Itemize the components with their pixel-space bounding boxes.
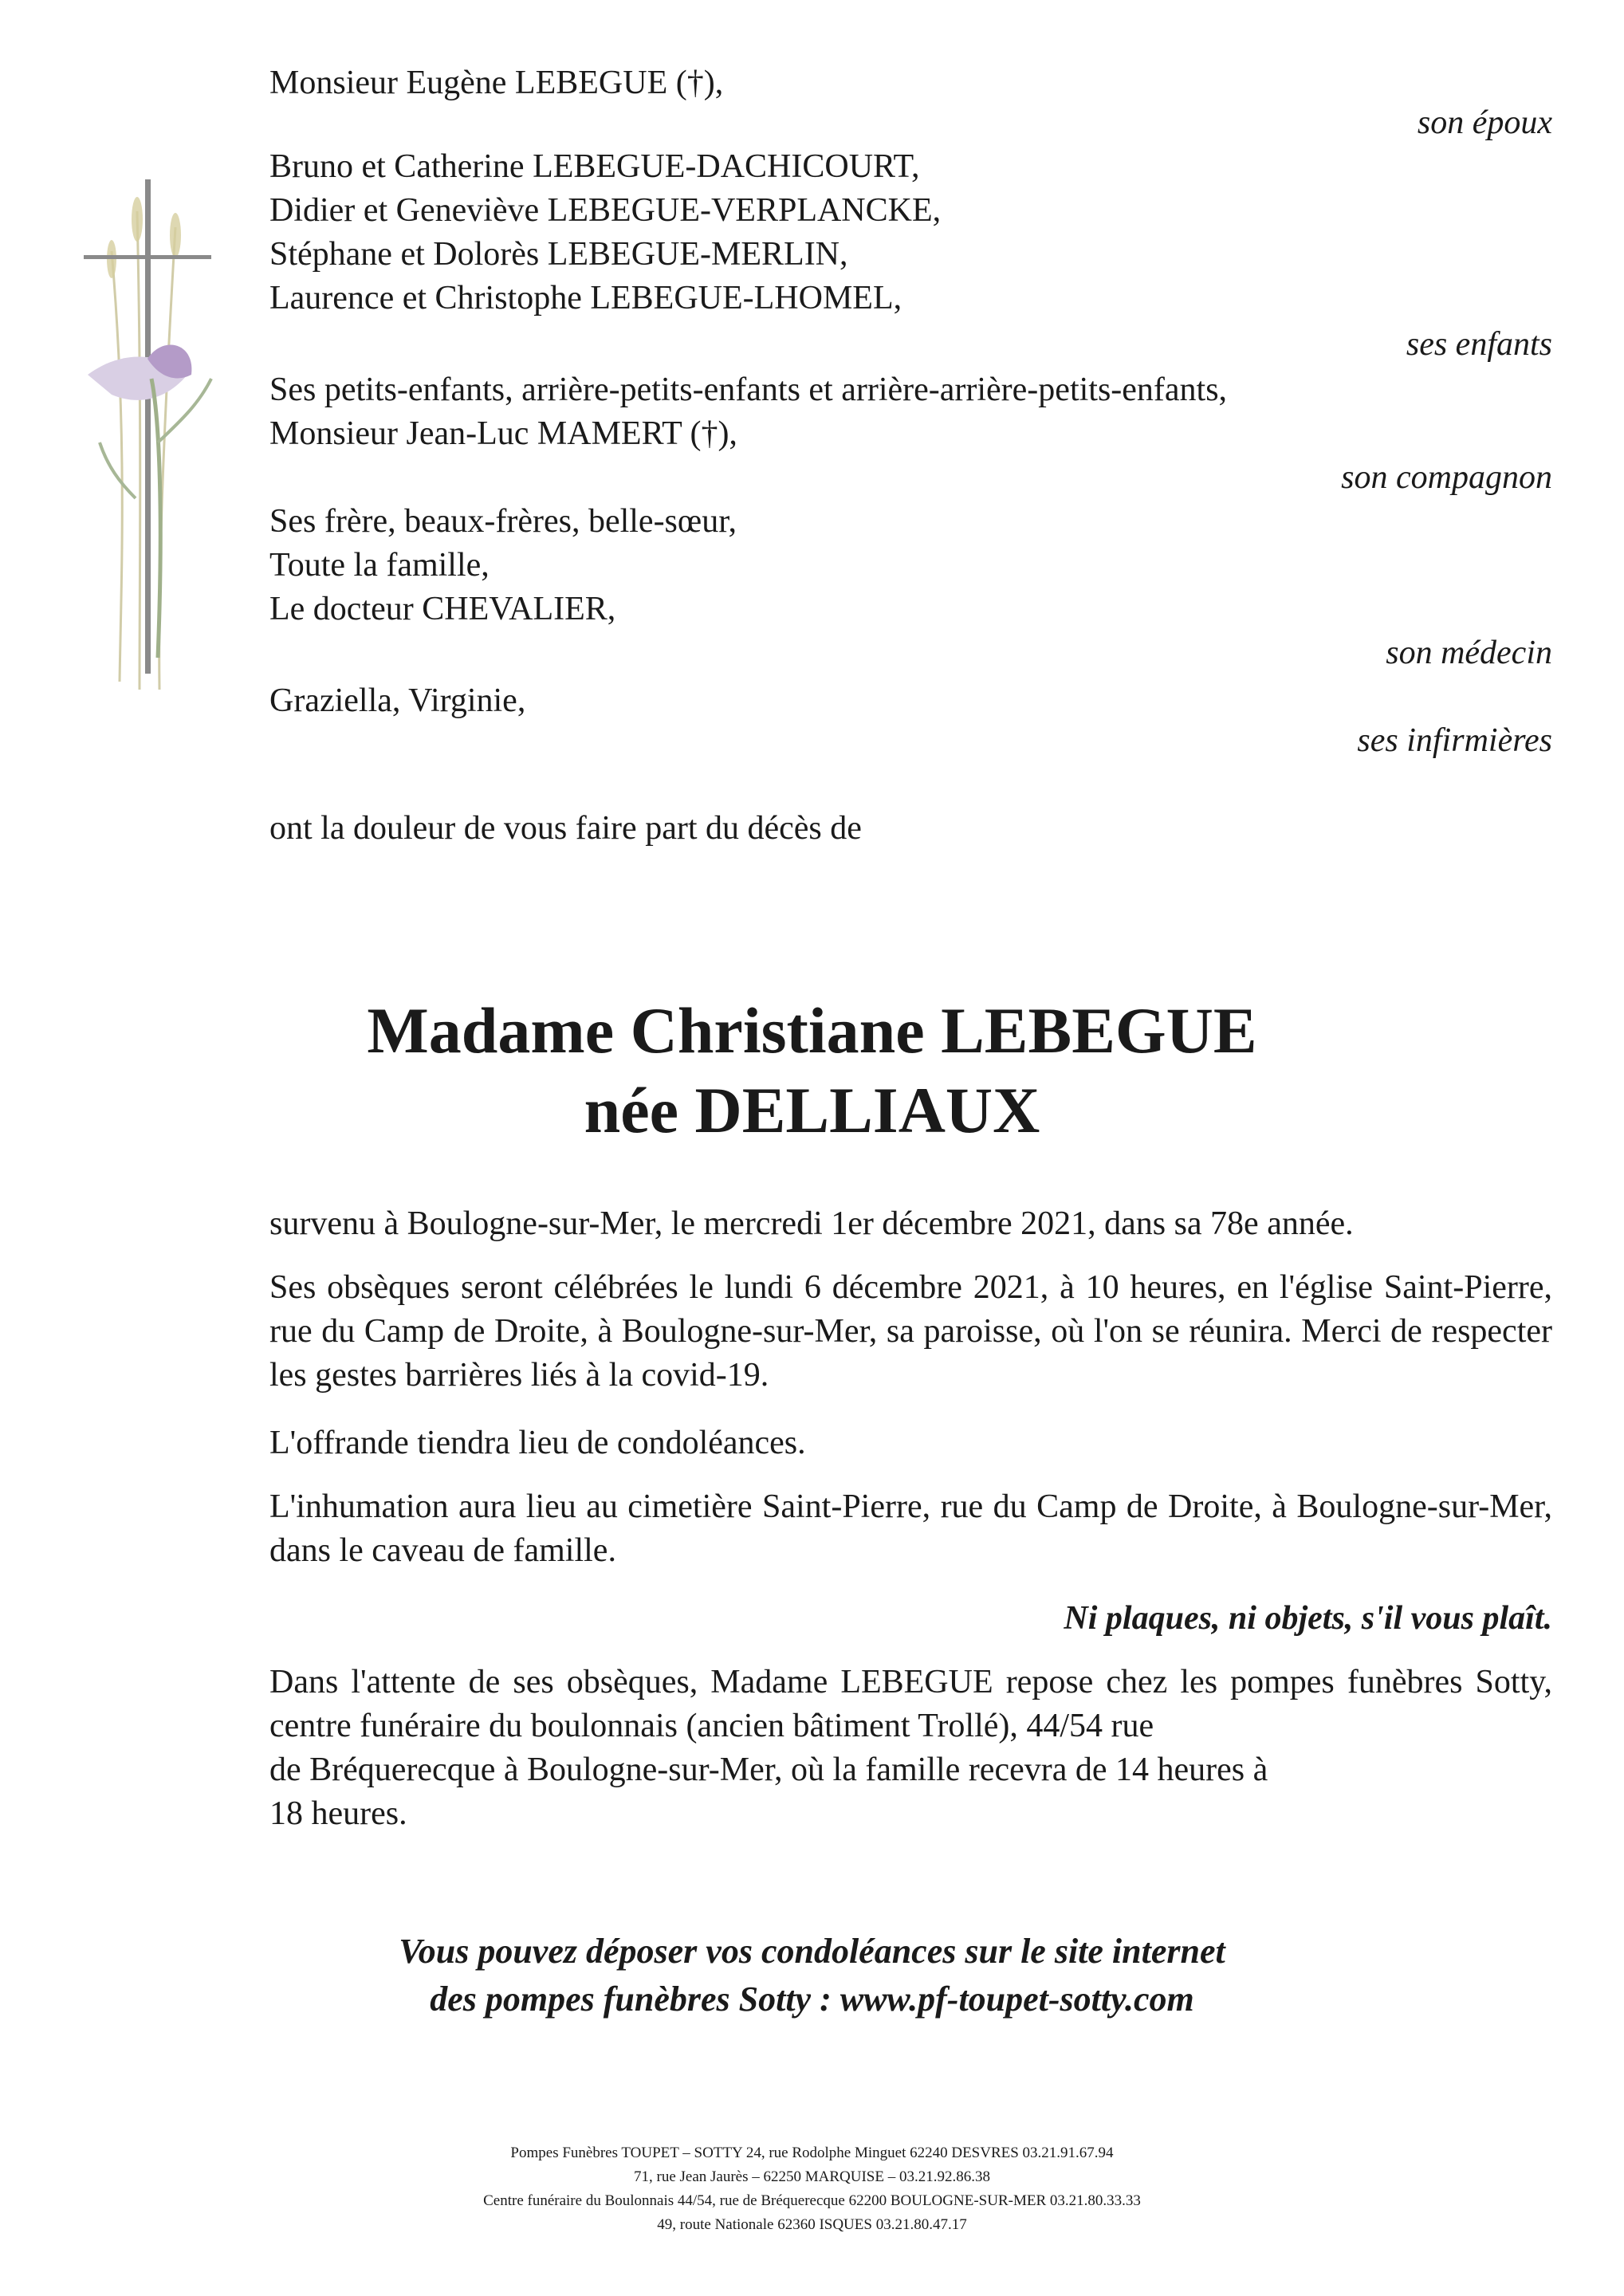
offering-paragraph: L'offrande tiendra lieu de condoléances. [269, 1425, 806, 1461]
family-line-siblings: Ses frère, beaux-frères, belle-sœur, [269, 503, 737, 540]
no-flowers-note: Ni plaques, ni objets, s'il vous plaît. [1064, 1600, 1552, 1637]
footer-address-1: Pompes Funèbres TOUPET – SOTTY 24, rue Rodolphe Minguet 62240 DESVRES 03.21.91.67.94 [510, 2145, 1114, 2161]
family-line-child-4: Laurence et Christophe LEBEGUE-LHOMEL, [269, 280, 902, 316]
family-line-child-3: Stéphane et Dolorès LEBEGUE-MERLIN, [269, 236, 848, 273]
family-line-jeanluc: Monsieur Jean-Luc MAMERT (†), [269, 415, 737, 452]
family-line-eugene: Monsieur Eugène LEBEGUE (†), [269, 65, 724, 101]
footer-address-4: 49, route Nationale 62360 ISQUES 03.21.80.47.17 [657, 2216, 967, 2233]
footer-address-2: 71, rue Jean Jaurès – 62250 MARQUISE – 03.21.92.86.38 [634, 2168, 990, 2185]
family-line-doctor: Le docteur CHEVALIER, [269, 591, 616, 627]
family-line-child-1: Bruno et Catherine LEBEGUE-DACHICOURT, [269, 148, 920, 185]
relation-compagnon: son compagnon [1341, 459, 1552, 496]
condolences-line-1: Vous pouvez déposer vos condoléances sur le site internet [399, 1932, 1225, 1971]
deceased-maiden-name: née DELLIAUX [584, 1074, 1040, 1146]
deceased-name: Madame Christiane LEBEGUE [367, 994, 1257, 1067]
announcement-text: ont la douleur de vous faire part du décès de [269, 810, 862, 847]
relation-enfants: ses enfants [1406, 326, 1552, 363]
cross-lily-illustration [64, 179, 239, 690]
condolences-line-2: des pompes funèbres Sotty : www.pf-toupet-sotty.com [430, 1980, 1194, 2019]
family-line-nurses: Graziella, Virginie, [269, 682, 526, 719]
footer-address-3: Centre funéraire du Boulonnais 44/54, rue de Bréquerecque 62200 BOULOGNE-SUR-MER 03.21.80.33.33 [483, 2192, 1141, 2209]
relation-medecin: son médecin [1386, 635, 1552, 671]
rest-paragraph: Dans l'attente de ses obsèques, Madame LEBEGUE repose chez les pompes funèbres Sotty, centre funéraire du boulonnais (ancien bâtiment Trollé), 44/54 rue [269, 1664, 1552, 1744]
relation-epoux: son époux [1417, 104, 1552, 141]
family-line-child-2: Didier et Geneviève LEBEGUE-VERPLANCKE, [269, 192, 942, 229]
burial-paragraph: L'inhumation aura lieu au cimetière Saint-Pierre, rue du Camp de Droite, à Boulogne-sur-Mer, dans le caveau de famille. [269, 1488, 1552, 1569]
funeral-paragraph: Ses obsèques seront célébrées le lundi 6 décembre 2021, à 10 heures, en l'église Saint-Pierre, rue du Camp de Droite, à Boulogne-sur-Mer, sa paroisse, où l'on se réunira. Merci de respecter les gestes barrières liés à la covid-19. [269, 1269, 1552, 1394]
family-line-grandchildren: Ses petits-enfants, arrière-petits-enfants et arrière-arrière-petits-enfants, [269, 372, 1228, 408]
death-paragraph: survenu à Boulogne-sur-Mer, le mercredi 1er décembre 2021, dans sa 78e année. [269, 1205, 1354, 1242]
rest-paragraph-line-4: 18 heures. [269, 1795, 407, 1832]
rest-paragraph-line-3: de Bréquerecque à Boulogne-sur-Mer, où la famille recevra de 14 heures à [269, 1751, 1268, 1788]
family-line-all-family: Toute la famille, [269, 547, 490, 584]
relation-infirmieres: ses infirmières [1357, 722, 1552, 759]
